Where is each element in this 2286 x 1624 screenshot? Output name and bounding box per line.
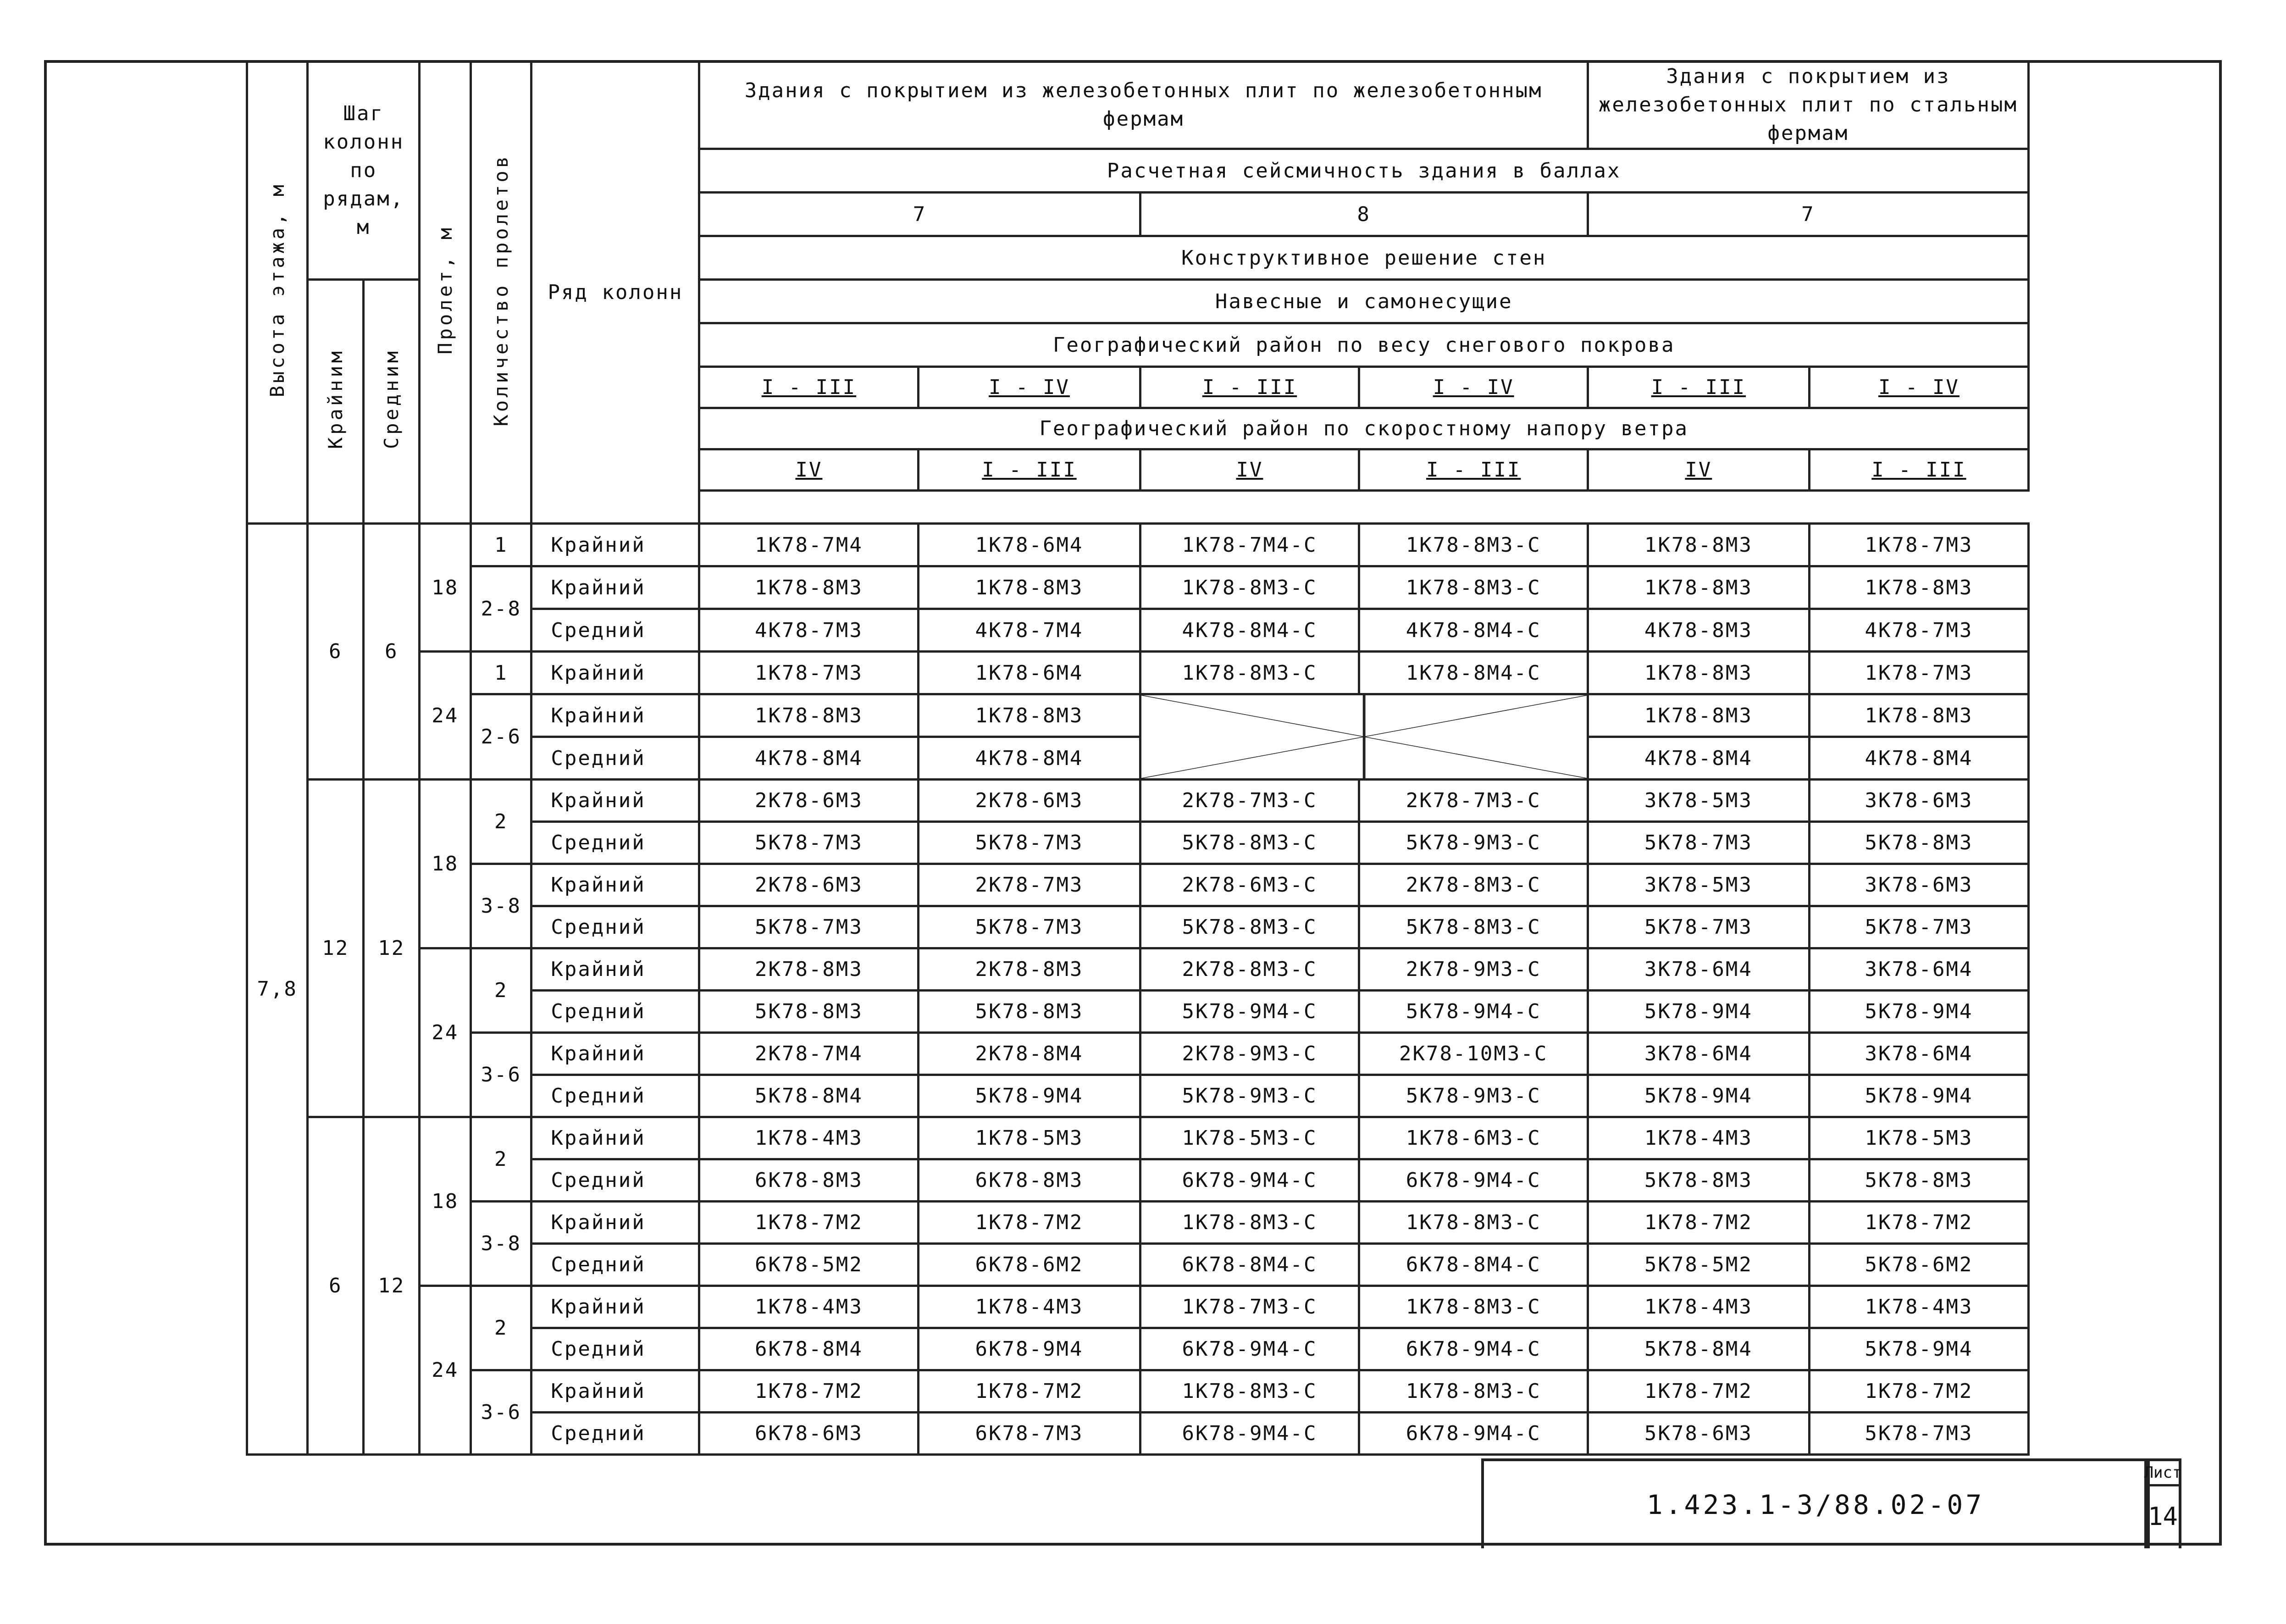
row-type-label: Крайний — [531, 524, 699, 566]
table-cell: 1К78-8М3-С — [1359, 566, 1588, 609]
span-value: 18 — [420, 1117, 471, 1286]
frame-right-line — [2219, 60, 2222, 1546]
table-cell: 1К78-7М2 — [1588, 1202, 1809, 1244]
table-cell: 5К78-8М3 — [1809, 1159, 2028, 1202]
table-cell: 4К78-7М3 — [1809, 609, 2028, 652]
table-cell: 6К78-7М3 — [919, 1413, 1140, 1455]
table-cell: 6К78-9М4-С — [1140, 1159, 1359, 1202]
table-cell: 1К78-8М3 — [1588, 694, 1809, 737]
floor-height-value: 7,8 — [247, 524, 308, 1455]
table-cell: 1К78-4М3 — [699, 1286, 919, 1328]
document-code: 1.423.1-3/88.02-07 — [1481, 1458, 2150, 1548]
header-group-rc: Здания с покрытием из железобетонных плит по железобетонным фермам — [699, 61, 1588, 149]
table-cell: 4К78-8М4 — [919, 737, 1140, 780]
step-edge-g2: 12 — [308, 780, 364, 1117]
header-col-step-edge: Крайним — [308, 280, 364, 524]
table-cell: 1К78-8М3 — [699, 694, 919, 737]
span-count-value: 2 — [471, 948, 531, 1033]
step-edge-g3: 6 — [308, 1117, 364, 1455]
table-cell: 5К78-9М3-С — [1359, 1075, 1588, 1117]
table-cell: 1К78-7М4 — [699, 524, 919, 566]
table-cell: 4К78-8М3 — [1588, 609, 1809, 652]
span-value: 24 — [420, 652, 471, 780]
table-cell: 1К78-7М2 — [1809, 1370, 2028, 1413]
table-cell: 6К78-8М3 — [919, 1159, 1140, 1202]
row-type-label: Средний — [531, 609, 699, 652]
row-type-label: Средний — [531, 991, 699, 1033]
row-type-label: Крайний — [531, 652, 699, 694]
table-cell: 2К78-7М4 — [699, 1033, 919, 1075]
table-cell: 2К78-9М3-С — [1140, 1033, 1359, 1075]
table-cell: 1К78-8М3-С — [1359, 1370, 1588, 1413]
column-spec-table — [246, 60, 2030, 1456]
table-cell: 5К78-8М3-С — [1140, 822, 1359, 864]
table-cell: 1К78-8М3-С — [1140, 1370, 1359, 1413]
step-edge-g1: 6 — [308, 524, 364, 780]
row-type-label: Крайний — [531, 566, 699, 609]
table-cell: 5К78-9М4 — [1809, 1075, 2028, 1117]
table-cell: 5К78-6М3 — [1588, 1413, 1809, 1455]
table-cell: 1К78-7М2 — [699, 1202, 919, 1244]
table-cell: 5К78-7М3 — [1588, 822, 1809, 864]
table-cell: 1К78-4М3 — [699, 1117, 919, 1159]
snow-cell: I - IV — [919, 367, 1140, 408]
table-cell: 1К78-7М3-С — [1140, 1286, 1359, 1328]
table-cell: 1К78-4М3 — [1588, 1117, 1809, 1159]
header-wall-solution: Конструктивное решение стен — [699, 236, 2029, 280]
table-cell: 5К78-5М2 — [1588, 1244, 1809, 1286]
span-count-value: 3-8 — [471, 1202, 531, 1286]
table-cell: 1К78-8М3 — [1588, 566, 1809, 609]
span-value: 18 — [420, 524, 471, 652]
table-cell: 6К78-8М4-С — [1359, 1244, 1588, 1286]
row-type-label: Средний — [531, 737, 699, 780]
table-cell: 2К78-8М3 — [919, 948, 1140, 991]
row-type-label: Крайний — [531, 1286, 699, 1328]
row-type-label: Средний — [531, 1328, 699, 1370]
row-type-label: Средний — [531, 1075, 699, 1117]
table-cell: 6К78-9М4 — [919, 1328, 1140, 1370]
span-count-value: 2-6 — [471, 694, 531, 780]
table-cell: 1К78-7М2 — [919, 1202, 1140, 1244]
table-cell: 1К78-6М3-С — [1359, 1117, 1588, 1159]
table-cell: 1К78-4М3 — [1809, 1286, 2028, 1328]
header-col-step: Шаг колонн по рядам, м — [308, 61, 420, 280]
wind-cell: IV — [1140, 449, 1359, 491]
table-cell: 5К78-7М3 — [919, 822, 1140, 864]
span-count-value: 2 — [471, 780, 531, 864]
table-cell: 6К78-8М4 — [699, 1328, 919, 1370]
header-group-steel: Здания с покрытием из железобетонных плит по стальным фермам — [1588, 61, 2028, 149]
table-cell: 2К78-6М3 — [919, 780, 1140, 822]
seismic-7-rc: 7 — [699, 193, 1140, 236]
span-value: 18 — [420, 780, 471, 948]
table-cell: 5К78-7М3 — [699, 822, 919, 864]
header-floor-height: Высота этажа, м — [247, 61, 308, 524]
span-count-value: 3-6 — [471, 1370, 531, 1455]
table-cell: 5К78-7М3 — [1588, 906, 1809, 948]
table-cell: 1К78-8М3 — [1588, 524, 1809, 566]
snow-cell: I - III — [1140, 367, 1359, 408]
table-cell: 5К78-9М4 — [919, 1075, 1140, 1117]
table-cell: 5К78-9М3-С — [1359, 822, 1588, 864]
row-type-label: Крайний — [531, 948, 699, 991]
table-cell: 1К78-8М3 — [919, 694, 1140, 737]
sheet-number: 14 — [2148, 1502, 2178, 1531]
table-cell: 1К78-8М4-С — [1359, 652, 1588, 694]
table-cell: 5К78-8М3-С — [1140, 906, 1359, 948]
span-count-value: 3-8 — [471, 864, 531, 948]
table-cell: 1К78-8М3-С — [1140, 1202, 1359, 1244]
table-cell: 1К78-8М3 — [919, 566, 1140, 609]
table-cell: 4К78-8М4 — [1809, 737, 2028, 780]
table-cell: 6К78-9М4-С — [1140, 1328, 1359, 1370]
snow-cell: I - IV — [1359, 367, 1588, 408]
step-mid-g2: 12 — [364, 780, 420, 1117]
snow-cell: I - IV — [1809, 367, 2028, 408]
header-span: Пролет, м — [420, 61, 471, 524]
table-cell: 3К78-6М4 — [1809, 948, 2028, 991]
table-cell: 1К78-8М3-С — [1140, 566, 1359, 609]
table-cell: 1К78-8М3 — [699, 566, 919, 609]
table-cell: 3К78-5М3 — [1588, 864, 1809, 906]
seismic-8-rc: 8 — [1140, 193, 1588, 236]
table-cell: 2К78-6М3-С — [1140, 864, 1359, 906]
table-cell: 3К78-6М4 — [1588, 1033, 1809, 1075]
table-cell: 1К78-7М4-С — [1140, 524, 1359, 566]
table-cell: 4К78-8М4-С — [1359, 609, 1588, 652]
snow-cell: I - III — [699, 367, 919, 408]
table-cell: 2К78-6М3 — [699, 780, 919, 822]
table-cell: 2К78-7М3-С — [1359, 780, 1588, 822]
table-cell: 6К78-8М3 — [699, 1159, 919, 1202]
sheet-label: Лист — [2147, 1461, 2179, 1486]
row-type-label: Крайний — [531, 864, 699, 906]
header-seismic: Расчетная сейсмичность здания в баллах — [699, 149, 2029, 193]
table-cell: 5К78-9М4 — [1809, 1328, 2028, 1370]
table-cell: 3К78-6М3 — [1809, 780, 2028, 822]
table-cell: 5К78-7М3 — [1809, 1413, 2028, 1455]
wind-cell: I - III — [919, 449, 1140, 491]
table-cell: 4К78-7М4 — [919, 609, 1140, 652]
row-type-label: Средний — [531, 822, 699, 864]
table-cell: 1К78-7М2 — [1809, 1202, 2028, 1244]
table-cell: 5К78-6М2 — [1809, 1244, 2028, 1286]
row-type-label: Крайний — [531, 1117, 699, 1159]
table-cell: 1К78-6М4 — [919, 524, 1140, 566]
crossed-out-cell — [1140, 694, 1588, 780]
header-row-col: Ряд колонн — [531, 61, 699, 524]
table-cell: 2К78-10М3-С — [1359, 1033, 1588, 1075]
table-cell: 1К78-8М3-С — [1359, 1202, 1588, 1244]
table-cell: 4К78-7М3 — [699, 609, 919, 652]
sheet-number-box — [2144, 1458, 2181, 1548]
row-type-label: Средний — [531, 1159, 699, 1202]
snow-cell: I - III — [1588, 367, 1809, 408]
span-count-value: 2 — [471, 1117, 531, 1202]
table-cell: 5К78-8М3 — [699, 991, 919, 1033]
wind-cell: I - III — [1359, 449, 1588, 491]
table-cell: 1К78-4М3 — [919, 1286, 1140, 1328]
table-cell: 1К78-7М2 — [699, 1370, 919, 1413]
span-count-value: 2-8 — [471, 566, 531, 652]
span-count-value: 1 — [471, 652, 531, 694]
table-cell: 5К78-8М4 — [699, 1075, 919, 1117]
table-cell: 2К78-7М3 — [919, 864, 1140, 906]
span-count-value: 3-6 — [471, 1033, 531, 1117]
span-value: 24 — [420, 1286, 471, 1455]
header-wall-type: Навесные и самонесущие — [699, 280, 2029, 323]
table-cell: 1К78-8М3-С — [1359, 1286, 1588, 1328]
header-wind-region: Географический район по скоростному напору ветра — [699, 408, 2029, 449]
row-type-label: Средний — [531, 1413, 699, 1455]
table-cell: 5К78-7М3 — [699, 906, 919, 948]
table-cell: 1К78-7М3 — [1809, 652, 2028, 694]
wind-cell: IV — [1588, 449, 1809, 491]
table-cell: 5К78-9М4-С — [1140, 991, 1359, 1033]
table-cell: 5К78-7М3 — [1809, 906, 2028, 948]
span-count-value: 2 — [471, 1286, 531, 1370]
table-cell: 6К78-6М3 — [699, 1413, 919, 1455]
table-cell: 5К78-8М3 — [919, 991, 1140, 1033]
wind-cell: I - III — [1809, 449, 2028, 491]
table-cell: 1К78-5М3 — [919, 1117, 1140, 1159]
table-cell: 5К78-8М3 — [1809, 822, 2028, 864]
table-cell: 3К78-6М3 — [1809, 864, 2028, 906]
table-cell: 5К78-8М3-С — [1359, 906, 1588, 948]
row-type-label: Крайний — [531, 1202, 699, 1244]
table-cell: 1К78-5М3-С — [1140, 1117, 1359, 1159]
table-cell: 6К78-9М4-С — [1359, 1159, 1588, 1202]
span-count-value: 1 — [471, 524, 531, 566]
table-cell: 4К78-8М4 — [1588, 737, 1809, 780]
table-cell: 1К78-8М3 — [1809, 694, 2028, 737]
table-cell: 1К78-8М3 — [1809, 566, 2028, 609]
table-cell: 6К78-6М2 — [919, 1244, 1140, 1286]
table-cell: 6К78-8М4-С — [1140, 1244, 1359, 1286]
step-mid-g1: 6 — [364, 524, 420, 780]
row-type-label: Средний — [531, 906, 699, 948]
table-cell: 2К78-6М3 — [699, 864, 919, 906]
frame-left-line — [44, 60, 47, 1546]
table-cell: 5К78-7М3 — [919, 906, 1140, 948]
table-cell: 1К78-6М4 — [919, 652, 1140, 694]
table-cell: 5К78-9М4 — [1588, 991, 1809, 1033]
step-mid-g3: 12 — [364, 1117, 420, 1455]
table-cell: 3К78-6М4 — [1588, 948, 1809, 991]
cross-mark — [1141, 695, 1587, 778]
table-cell: 1К78-7М3 — [699, 652, 919, 694]
table-cell: 1К78-4М3 — [1588, 1286, 1809, 1328]
table-cell: 1К78-8М3-С — [1140, 652, 1359, 694]
table-cell: 5К78-9М4-С — [1359, 991, 1588, 1033]
drawing-sheet — [44, 60, 2222, 1546]
table-cell: 5К78-8М3 — [1588, 1159, 1809, 1202]
table-cell: 5К78-8М4 — [1588, 1328, 1809, 1370]
table-cell: 5К78-9М4 — [1588, 1075, 1809, 1117]
table-cell: 6К78-9М4-С — [1359, 1413, 1588, 1455]
row-type-label: Средний — [531, 1244, 699, 1286]
table-cell: 2К78-8М3 — [699, 948, 919, 991]
table-cell: 2К78-8М3-С — [1359, 864, 1588, 906]
header-snow-region: Географический район по весу снегового покрова — [699, 323, 2029, 367]
table-cell: 6К78-5М2 — [699, 1244, 919, 1286]
table-cell: 6К78-9М4-С — [1359, 1328, 1588, 1370]
table-cell: 2К78-8М3-С — [1140, 948, 1359, 991]
table-cell: 1К78-7М3 — [1809, 524, 2028, 566]
table-cell: 1К78-8М3-С — [1359, 524, 1588, 566]
table-cell: 2К78-9М3-С — [1359, 948, 1588, 991]
header-span-count: Количество пролетов — [471, 61, 531, 524]
row-type-label: Крайний — [531, 1033, 699, 1075]
row-type-label: Крайний — [531, 694, 699, 737]
table-cell: 2К78-8М4 — [919, 1033, 1140, 1075]
table-cell: 1К78-7М2 — [919, 1370, 1140, 1413]
table-cell: 3К78-6М4 — [1809, 1033, 2028, 1075]
table-cell: 4К78-8М4-С — [1140, 609, 1359, 652]
row-type-label: Крайний — [531, 1370, 699, 1413]
table-cell: 1К78-5М3 — [1809, 1117, 2028, 1159]
table-cell: 5К78-9М4 — [1809, 991, 2028, 1033]
wind-cell: IV — [699, 449, 919, 491]
header-col-step-mid: Средним — [364, 280, 420, 524]
table-cell: 6К78-9М4-С — [1140, 1413, 1359, 1455]
span-value: 24 — [420, 948, 471, 1117]
seismic-7-steel: 7 — [1588, 193, 2028, 236]
table-cell: 5К78-9М3-С — [1140, 1075, 1359, 1117]
table-cell: 1К78-8М3 — [1588, 652, 1809, 694]
table-cell: 4К78-8М4 — [699, 737, 919, 780]
row-type-label: Крайний — [531, 780, 699, 822]
table-cell: 1К78-7М2 — [1588, 1370, 1809, 1413]
table-cell: 2К78-7М3-С — [1140, 780, 1359, 822]
table-cell: 3К78-5М3 — [1588, 780, 1809, 822]
